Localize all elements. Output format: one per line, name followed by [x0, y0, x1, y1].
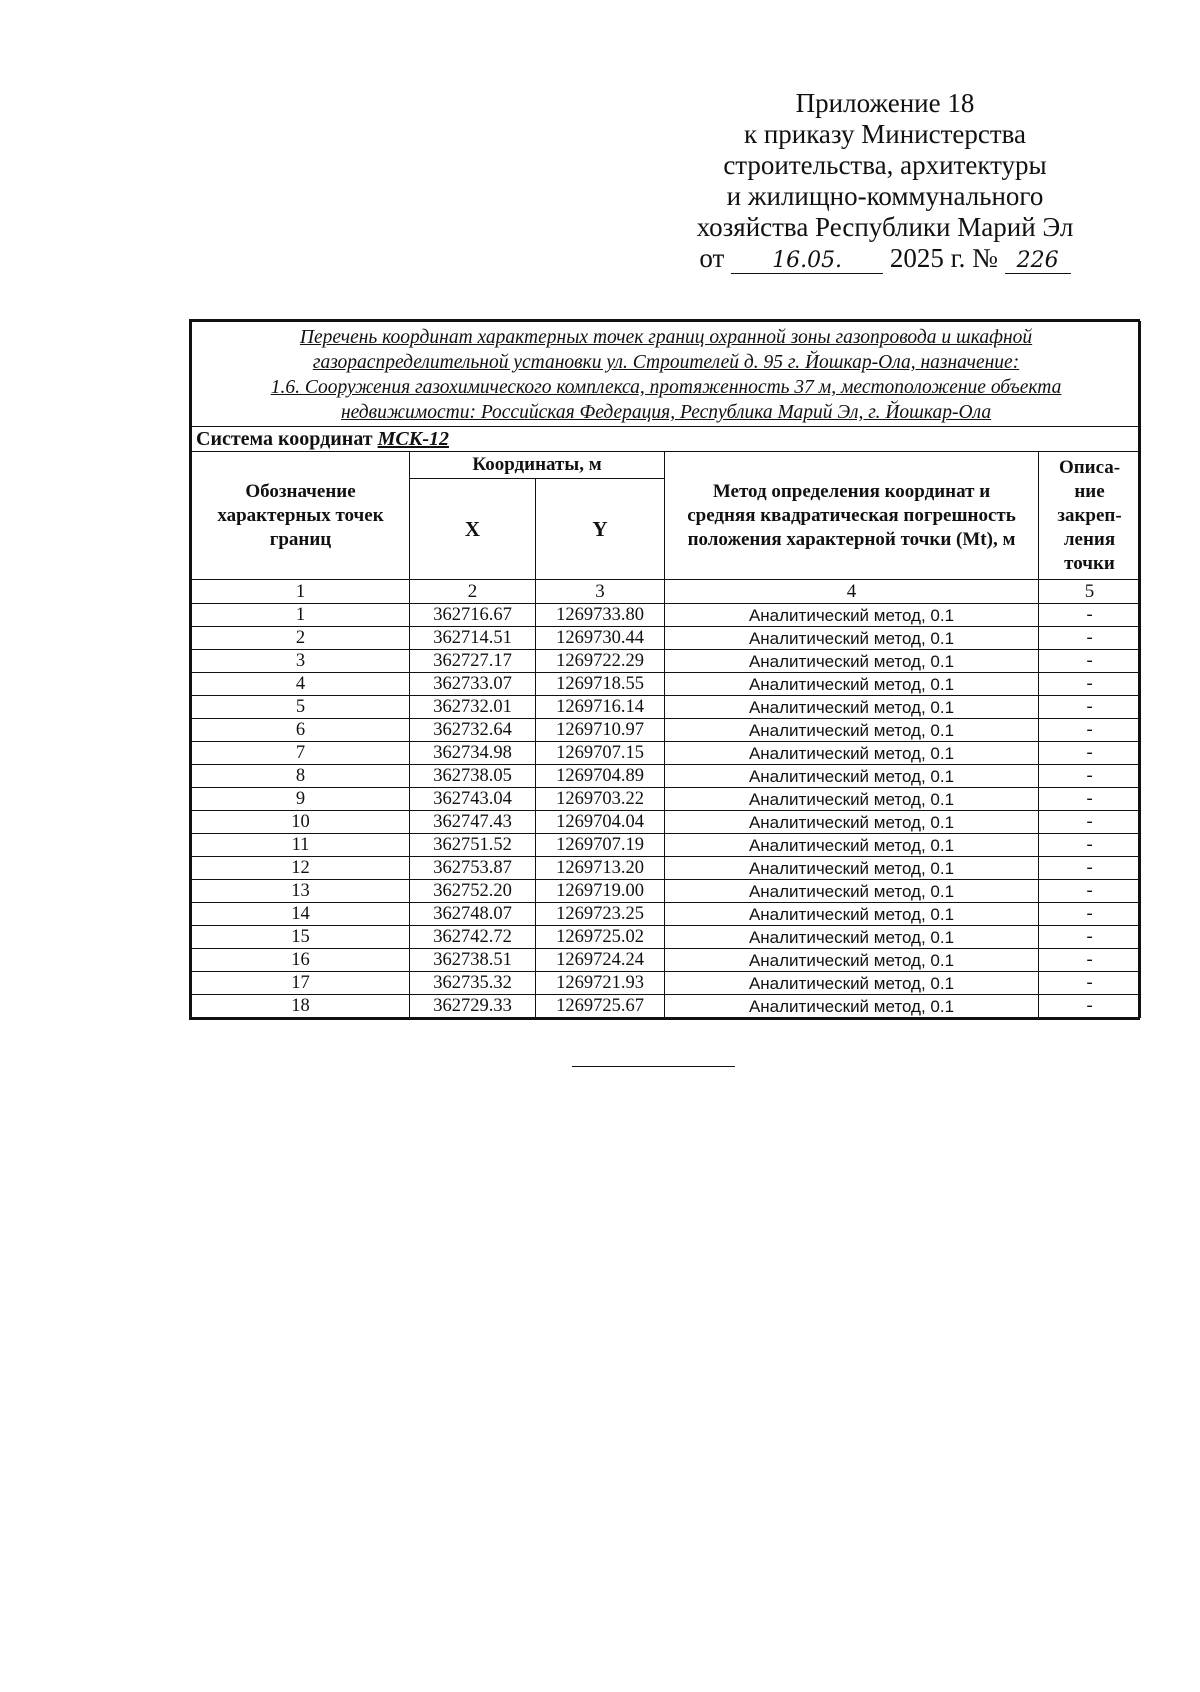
- coordinate-system: [192, 427, 1141, 452]
- closing-rule: [572, 1066, 735, 1067]
- handwritten-date: 16.05.: [731, 249, 883, 274]
- header-line-order: к приказу Министерства: [743, 119, 1027, 149]
- method-cell: Аналитический метод, 0.1: [665, 903, 1039, 926]
- point-number-cell: 15: [192, 926, 410, 949]
- y-coordinate-cell: 1269703.22: [536, 788, 665, 811]
- y-coordinate-cell: 1269704.04: [536, 811, 665, 834]
- description-cell: -: [1039, 972, 1141, 995]
- point-number-cell: 6: [192, 719, 410, 742]
- method-cell: Аналитический метод, 0.1: [665, 834, 1039, 857]
- method-cell: Аналитический метод, 0.1: [665, 972, 1039, 995]
- year-text: 2025 г. №: [889, 243, 998, 273]
- table-row: [192, 788, 1141, 811]
- point-number-cell: 11: [192, 834, 410, 857]
- point-number-cell: 10: [192, 811, 410, 834]
- description-cell: -: [1039, 857, 1141, 880]
- method-cell: Аналитический метод, 0.1: [665, 673, 1039, 696]
- point-number-cell: 12: [192, 857, 410, 880]
- column-number: 4: [665, 580, 1039, 604]
- method-cell: Аналитический метод, 0.1: [665, 880, 1039, 903]
- y-coordinate-cell: 1269718.55: [536, 673, 665, 696]
- description-cell: -: [1039, 811, 1141, 834]
- point-number-cell: 9: [192, 788, 410, 811]
- method-cell: Аналитический метод, 0.1: [665, 995, 1039, 1018]
- x-coordinate-cell: 362738.51: [410, 949, 536, 972]
- description-cell: -: [1039, 719, 1141, 742]
- description-cell: -: [1039, 949, 1141, 972]
- table-row: [192, 926, 1141, 949]
- x-coordinate-cell: 362752.20: [410, 880, 536, 903]
- y-coordinate-cell: 1269721.93: [536, 972, 665, 995]
- point-number-cell: 4: [192, 673, 410, 696]
- description-cell: -: [1039, 880, 1141, 903]
- method-cell: Аналитический метод, 0.1: [665, 811, 1039, 834]
- point-number-cell: 3: [192, 650, 410, 673]
- point-number-cell: 2: [192, 627, 410, 650]
- y-coordinate-cell: 1269707.19: [536, 834, 665, 857]
- y-coordinate-cell: 1269719.00: [536, 880, 665, 903]
- point-number-cell: 7: [192, 742, 410, 765]
- table-row: [192, 627, 1141, 650]
- table-row: [192, 995, 1141, 1018]
- x-coordinate-cell: 362743.04: [410, 788, 536, 811]
- method-cell: Аналитический метод, 0.1: [665, 949, 1039, 972]
- handwritten-order-number: 226: [1005, 249, 1071, 274]
- method-cell: Аналитический метод, 0.1: [665, 604, 1039, 627]
- y-coordinate-cell: 1269723.25: [536, 903, 665, 926]
- header-x: X: [410, 479, 536, 580]
- table-row: [192, 834, 1141, 857]
- column-number: 2: [410, 580, 536, 604]
- column-number: 3: [536, 580, 665, 604]
- x-coordinate-cell: 362734.98: [410, 742, 536, 765]
- table-row: [192, 972, 1141, 995]
- description-cell: -: [1039, 903, 1141, 926]
- y-coordinate-cell: 1269733.80: [536, 604, 665, 627]
- description-cell: -: [1039, 650, 1141, 673]
- table-row: [192, 719, 1141, 742]
- header-method: Метод определения координат и средняя квадратическая погрешность положения характерной точки (Mt), м: [665, 452, 1039, 580]
- x-coordinate-cell: 362716.67: [410, 604, 536, 627]
- y-coordinate-cell: 1269722.29: [536, 650, 665, 673]
- header-row-1: [192, 452, 1141, 479]
- header-description: Описа-ние закреп-ления точки: [1039, 452, 1141, 580]
- column-number: 5: [1039, 580, 1141, 604]
- table-row: [192, 903, 1141, 926]
- y-coordinate-cell: 1269710.97: [536, 719, 665, 742]
- table-title-line: 1.6. Сооружения газохимического комплекса, протяженность 37 м, местоположение объекта: [270, 377, 1062, 398]
- method-cell: Аналитический метод, 0.1: [665, 650, 1039, 673]
- x-coordinate-cell: 362729.33: [410, 995, 536, 1018]
- x-coordinate-cell: 362747.43: [410, 811, 536, 834]
- method-cell: Аналитический метод, 0.1: [665, 742, 1039, 765]
- header-line-ministry-1: строительства, архитектуры: [723, 150, 1047, 180]
- description-cell: -: [1039, 995, 1141, 1018]
- point-number-cell: 5: [192, 696, 410, 719]
- x-coordinate-cell: 362733.07: [410, 673, 536, 696]
- header-y: Y: [536, 479, 665, 580]
- description-cell: -: [1039, 834, 1141, 857]
- point-number-cell: 1: [192, 604, 410, 627]
- y-coordinate-cell: 1269724.24: [536, 949, 665, 972]
- table-title-line: газораспределительной установки ул. Строителей д. 95 г. Йошкар-Ола, назначение:: [312, 352, 1020, 373]
- x-coordinate-cell: 362732.64: [410, 719, 536, 742]
- y-coordinate-cell: 1269713.20: [536, 857, 665, 880]
- point-number-cell: 14: [192, 903, 410, 926]
- method-cell: Аналитический метод, 0.1: [665, 765, 1039, 788]
- y-coordinate-cell: 1269716.14: [536, 696, 665, 719]
- x-coordinate-cell: 362751.52: [410, 834, 536, 857]
- column-number: 1: [192, 580, 410, 604]
- table-title-row: [192, 322, 1141, 427]
- method-cell: Аналитический метод, 0.1: [665, 696, 1039, 719]
- point-number-cell: 13: [192, 880, 410, 903]
- header-line-ministry-3: хозяйства Республики Марий Эл: [696, 212, 1074, 242]
- description-cell: -: [1039, 627, 1141, 650]
- header-date-line: [650, 243, 1120, 274]
- header-coordinates: Координаты, м: [410, 452, 665, 479]
- point-number-cell: 8: [192, 765, 410, 788]
- header-line-appendix: Приложение 18: [795, 88, 975, 118]
- column-number-row: [192, 580, 1141, 604]
- y-coordinate-cell: 1269704.89: [536, 765, 665, 788]
- table-row: [192, 650, 1141, 673]
- description-cell: -: [1039, 604, 1141, 627]
- table-row: [192, 857, 1141, 880]
- table-row: [192, 673, 1141, 696]
- coordinate-system-label: Система координат: [196, 428, 373, 450]
- x-coordinate-cell: 362732.01: [410, 696, 536, 719]
- x-coordinate-cell: 362748.07: [410, 903, 536, 926]
- method-cell: Аналитический метод, 0.1: [665, 627, 1039, 650]
- table-title-line: Перечень координат характерных точек границ охранной зоны газопровода и шкафной: [299, 327, 1033, 348]
- x-coordinate-cell: 362753.87: [410, 857, 536, 880]
- description-cell: -: [1039, 673, 1141, 696]
- coordinates-table-wrapper: [191, 321, 1140, 1018]
- header-line-ministry-2: и жилищно-коммунального: [726, 181, 1044, 211]
- table-title-line: недвижимости: Российская Федерация, Республика Марий Эл, г. Йошкар-Ола: [340, 402, 992, 423]
- x-coordinate-cell: 362735.32: [410, 972, 536, 995]
- description-cell: -: [1039, 788, 1141, 811]
- date-prefix: от: [699, 243, 725, 273]
- description-cell: -: [1039, 696, 1141, 719]
- method-cell: Аналитический метод, 0.1: [665, 788, 1039, 811]
- y-coordinate-cell: 1269725.67: [536, 995, 665, 1018]
- y-coordinate-cell: 1269730.44: [536, 627, 665, 650]
- point-number-cell: 17: [192, 972, 410, 995]
- table-row: [192, 949, 1141, 972]
- method-cell: Аналитический метод, 0.1: [665, 857, 1039, 880]
- table-title: [192, 322, 1141, 427]
- table-row: [192, 880, 1141, 903]
- method-cell: Аналитический метод, 0.1: [665, 926, 1039, 949]
- description-cell: -: [1039, 765, 1141, 788]
- table-row: [192, 765, 1141, 788]
- coordinates-table: [191, 321, 1141, 1018]
- x-coordinate-cell: 362727.17: [410, 650, 536, 673]
- method-cell: Аналитический метод, 0.1: [665, 719, 1039, 742]
- table-row: [192, 696, 1141, 719]
- x-coordinate-cell: 362714.51: [410, 627, 536, 650]
- table-row: [192, 811, 1141, 834]
- point-number-cell: 16: [192, 949, 410, 972]
- document-header: [650, 88, 1120, 274]
- x-coordinate-cell: 362742.72: [410, 926, 536, 949]
- y-coordinate-cell: 1269725.02: [536, 926, 665, 949]
- description-cell: -: [1039, 926, 1141, 949]
- coordinate-system-value: МСК-12: [377, 428, 449, 450]
- description-cell: -: [1039, 742, 1141, 765]
- x-coordinate-cell: 362738.05: [410, 765, 536, 788]
- table-row: [192, 742, 1141, 765]
- point-number-cell: 18: [192, 995, 410, 1018]
- table-row: [192, 604, 1141, 627]
- y-coordinate-cell: 1269707.15: [536, 742, 665, 765]
- header-point-designation: Обозначение характерных точек границ: [192, 452, 410, 580]
- coordinate-system-row: [192, 427, 1141, 452]
